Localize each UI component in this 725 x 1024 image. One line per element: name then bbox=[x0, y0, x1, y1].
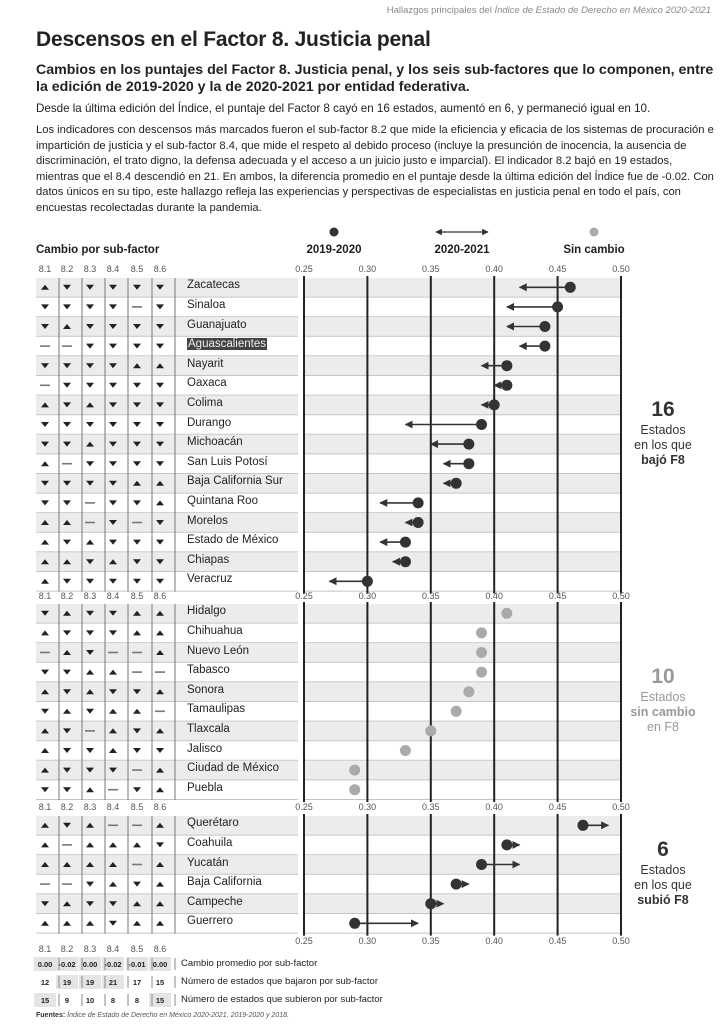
state-name: Yucatán bbox=[187, 856, 229, 869]
g1-col-header-8-6: 8.6 bbox=[153, 591, 167, 601]
state-name: Morelos bbox=[187, 514, 228, 527]
state-name: Hidalgo bbox=[187, 605, 226, 618]
stat-value: 0.00 bbox=[152, 960, 168, 969]
state-name: Aguascalientes bbox=[188, 338, 266, 351]
state-name: Baja California bbox=[187, 876, 262, 889]
g2-x-tick-0-45: 0.45 bbox=[548, 802, 567, 812]
stat-value: 10 bbox=[85, 996, 95, 1005]
down-triangle-icon bbox=[109, 921, 117, 926]
previous-score-dot bbox=[400, 556, 411, 567]
previous-score-dot bbox=[451, 879, 462, 890]
state-name: San Luis Potosí bbox=[187, 455, 268, 468]
body-text: Los indicadores con descensos más marcados fueron el sub-factor 8.2 que mide la eficiencia y eficacia de los sistemas de procuración e impartición de justicia y el sub-factor 8.4, que mide el respeto al debido proceso (incluye la presunción de inocencia, la ausencia de discriminación, el trato digno, la defensa adecuada y el acceso a un juicio justo e imparcial). El indicador 8.2 bajó en 19 estados, mientras que el 8.4 descendió en 21. En ambos, la diferencia promedio en el puntaje desde la última edición del Índice fue de -0.02. Con datos únicos en su tipo, este hallazgo refleja las experiencias y perspectivas de especialistas en justicia penal en todo el país, con encuestas recolectadas durante la pandemia. bbox=[36, 124, 714, 214]
down-triangle-icon bbox=[109, 422, 117, 427]
down-triangle-icon bbox=[86, 630, 94, 635]
g2-x-tick-0-40: 0.40 bbox=[485, 802, 503, 812]
state-name: Jalisco bbox=[187, 742, 223, 755]
state-name: Michoacán bbox=[187, 436, 243, 449]
up-triangle-icon bbox=[41, 579, 49, 584]
down-triangle-icon bbox=[86, 882, 94, 887]
previous-score-dot bbox=[552, 301, 563, 312]
down-triangle-icon bbox=[41, 500, 49, 505]
legend-grey-dot-icon bbox=[590, 228, 599, 237]
group-count: 16 bbox=[651, 397, 675, 421]
row-bg-plot bbox=[304, 474, 621, 493]
state-name: Ciudad de México bbox=[187, 762, 280, 775]
down-triangle-icon bbox=[133, 579, 141, 584]
row-bg-left bbox=[36, 356, 298, 375]
g1-x-tick-0-45: 0.45 bbox=[548, 591, 567, 601]
state-name: Sinaloa bbox=[187, 298, 226, 311]
previous-score-dot bbox=[501, 839, 512, 850]
down-triangle-icon bbox=[133, 461, 141, 466]
up-triangle-icon bbox=[41, 630, 49, 635]
previous-score-dot bbox=[501, 360, 512, 371]
down-triangle-icon bbox=[86, 383, 94, 388]
stat-value: 19 bbox=[62, 978, 72, 987]
stat-value: 8 bbox=[134, 996, 140, 1005]
group-label-up bbox=[618, 837, 708, 908]
bottom-x-tick-0-30: 0.30 bbox=[358, 936, 377, 946]
previous-score-dot bbox=[489, 399, 500, 410]
previous-score-dot bbox=[425, 898, 436, 909]
row-bg-plot bbox=[304, 894, 621, 913]
g1-x-tick-0-35: 0.35 bbox=[422, 591, 440, 601]
row-bg-plot bbox=[304, 816, 621, 835]
up-triangle-icon bbox=[41, 748, 49, 753]
down-triangle-icon bbox=[63, 304, 71, 309]
legend-to-label: 2020-2021 bbox=[434, 244, 490, 256]
state-name: Querétaro bbox=[187, 817, 239, 830]
state-name: Estado de México bbox=[187, 534, 279, 547]
row-bg-left bbox=[36, 816, 298, 835]
g2-col-header-8-6: 8.6 bbox=[153, 802, 167, 812]
g2-col-header-8-5: 8.5 bbox=[130, 802, 144, 812]
up-triangle-icon bbox=[86, 921, 94, 926]
no-change-dot bbox=[476, 647, 487, 658]
g1-col-header-8-1: 8.1 bbox=[38, 591, 52, 601]
group-label-bold: subió bbox=[637, 892, 671, 907]
g0-col-header-8-3: 8.3 bbox=[83, 264, 97, 274]
state-name: Sonora bbox=[187, 683, 225, 696]
down-triangle-icon bbox=[156, 304, 164, 309]
g0-x-tick-0-30: 0.30 bbox=[358, 264, 377, 274]
g0-x-tick-0-25: 0.25 bbox=[295, 264, 313, 274]
g0-col-header-8-4: 8.4 bbox=[106, 264, 120, 274]
down-triangle-icon bbox=[63, 787, 71, 792]
footer bbox=[36, 1012, 289, 1019]
g2-col-header-8-4: 8.4 bbox=[106, 802, 120, 812]
stats-col-header-8-1: 8.1 bbox=[38, 944, 52, 954]
stat-value: -0.02 bbox=[58, 960, 76, 969]
previous-score-dot bbox=[577, 820, 588, 831]
down-triangle-icon bbox=[86, 709, 94, 714]
g0-x-tick-0-40: 0.40 bbox=[485, 264, 503, 274]
state-name: Chihuahua bbox=[187, 624, 243, 637]
row-bg-left bbox=[36, 396, 298, 415]
footer-text: Índice de Estado de Derecho en México 2020-2021, 2019-2020 y 2018. bbox=[67, 1012, 289, 1019]
previous-score-dot bbox=[463, 458, 474, 469]
row-bg-plot bbox=[304, 396, 621, 415]
previous-score-dot bbox=[400, 537, 411, 548]
stat-row-label: Cambio promedio por sub-factor bbox=[181, 958, 318, 969]
row-bg-left bbox=[36, 643, 298, 662]
up-triangle-icon bbox=[156, 500, 164, 505]
bottom-x-tick-0-40: 0.40 bbox=[485, 936, 503, 946]
row-bg-plot bbox=[304, 682, 621, 701]
group-label-down bbox=[618, 397, 708, 468]
down-triangle-icon bbox=[63, 422, 71, 427]
subtitle: Cambios en los puntajes del Factor 8. Justicia penal, y los seis sub-factores que lo componen, entre la edición de 2019-2020 y la de 2020-2021 por entidad federativa. bbox=[36, 62, 714, 95]
g2-x-tick-0-25: 0.25 bbox=[295, 802, 313, 812]
down-triangle-icon bbox=[109, 500, 117, 505]
stat-value: 0.00 bbox=[82, 960, 98, 969]
down-triangle-icon bbox=[109, 383, 117, 388]
g2-col-header-8-2: 8.2 bbox=[60, 802, 74, 812]
no-change-dot bbox=[451, 706, 462, 717]
row-bg-left bbox=[36, 894, 298, 913]
down-triangle-icon bbox=[41, 670, 49, 675]
row-bg-plot bbox=[304, 604, 621, 623]
legend-dark-dot-icon bbox=[330, 228, 339, 237]
g2-col-header-8-1: 8.1 bbox=[38, 802, 52, 812]
g0-col-header-8-1: 8.1 bbox=[38, 264, 52, 274]
down-triangle-icon bbox=[86, 461, 94, 466]
down-triangle-icon bbox=[86, 748, 94, 753]
bottom-x-tick-0-45: 0.45 bbox=[548, 936, 567, 946]
previous-score-dot bbox=[539, 321, 550, 332]
legend-from-label: 2019-2020 bbox=[306, 244, 362, 256]
running-head-italic: Índice de Estado de Derecho en México 2020-2021 bbox=[494, 5, 711, 16]
up-triangle-icon bbox=[133, 842, 141, 847]
row-bg-plot bbox=[304, 317, 621, 336]
g2-col-header-8-3: 8.3 bbox=[83, 802, 97, 812]
group-label-line: Estados bbox=[640, 690, 686, 704]
down-triangle-icon bbox=[63, 748, 71, 753]
row-bg-left bbox=[36, 682, 298, 701]
down-triangle-icon bbox=[156, 344, 164, 349]
up-triangle-icon bbox=[156, 882, 164, 887]
down-triangle-icon bbox=[41, 709, 49, 714]
previous-score-dot bbox=[362, 576, 373, 587]
row-bg-left bbox=[36, 513, 298, 532]
up-triangle-icon bbox=[109, 670, 117, 675]
stat-value: 15 bbox=[155, 996, 165, 1005]
down-triangle-icon bbox=[109, 461, 117, 466]
down-triangle-icon bbox=[41, 787, 49, 792]
up-triangle-icon bbox=[109, 882, 117, 887]
down-triangle-icon bbox=[156, 579, 164, 584]
stat-value: 0.00 bbox=[37, 960, 53, 969]
state-name: Guanajuato bbox=[187, 318, 247, 331]
group-label-after: en F8 bbox=[647, 720, 679, 734]
row-bg-plot bbox=[304, 552, 621, 571]
row-bg-plot bbox=[304, 356, 621, 375]
stat-value: 21 bbox=[108, 978, 118, 987]
group-label-bold: bajó F8 bbox=[641, 452, 685, 467]
no-change-dot bbox=[476, 667, 487, 678]
no-change-dot bbox=[400, 745, 411, 756]
down-triangle-icon bbox=[86, 579, 94, 584]
state-name: Tamaulipas bbox=[187, 703, 246, 716]
previous-score-dot bbox=[349, 918, 360, 929]
group-label-bold-line bbox=[618, 453, 708, 468]
row-bg-left bbox=[36, 435, 298, 454]
stat-value: -0.01 bbox=[128, 960, 146, 969]
stat-value: 8 bbox=[110, 996, 116, 1005]
up-triangle-icon bbox=[86, 842, 94, 847]
up-triangle-icon bbox=[41, 540, 49, 545]
up-triangle-icon bbox=[109, 842, 117, 847]
stat-value: 9 bbox=[64, 996, 70, 1005]
stat-row-label: Número de estados que subieron por sub-factor bbox=[181, 994, 383, 1005]
up-triangle-icon bbox=[156, 787, 164, 792]
up-triangle-icon bbox=[156, 630, 164, 635]
group-label-bold-suffix: F8 bbox=[670, 892, 689, 907]
down-triangle-icon bbox=[63, 579, 71, 584]
g1-x-tick-0-50: 0.50 bbox=[612, 591, 630, 601]
down-triangle-icon bbox=[86, 422, 94, 427]
state-name: Quintana Roo bbox=[187, 494, 258, 507]
up-triangle-icon bbox=[109, 748, 117, 753]
down-triangle-icon bbox=[109, 304, 117, 309]
down-triangle-icon bbox=[109, 630, 117, 635]
previous-score-dot bbox=[476, 419, 487, 430]
previous-score-dot bbox=[539, 341, 550, 352]
down-triangle-icon bbox=[133, 540, 141, 545]
footer-label: Fuentes: bbox=[36, 1012, 66, 1019]
stat-value: 15 bbox=[40, 996, 50, 1005]
stats-col-header-8-6: 8.6 bbox=[153, 944, 167, 954]
state-name: Colima bbox=[187, 396, 223, 409]
previous-score-dot bbox=[565, 282, 576, 293]
group-label-line: en los que bbox=[634, 877, 692, 892]
g0-col-header-8-6: 8.6 bbox=[153, 264, 167, 274]
bottom-x-tick-0-35: 0.35 bbox=[422, 936, 440, 946]
g0-col-header-8-5: 8.5 bbox=[130, 264, 144, 274]
g0-x-tick-0-45: 0.45 bbox=[548, 264, 567, 274]
no-change-dot bbox=[463, 686, 474, 697]
page-title: Descensos en el Factor 8. Justicia penal bbox=[36, 28, 431, 51]
stat-row-label: Número de estados que bajaron por sub-factor bbox=[181, 976, 378, 987]
down-triangle-icon bbox=[156, 540, 164, 545]
bottom-x-tick-0-50: 0.50 bbox=[612, 936, 630, 946]
g1-col-header-8-3: 8.3 bbox=[83, 591, 97, 601]
state-name: Chiapas bbox=[187, 553, 230, 566]
no-change-dot bbox=[501, 608, 512, 619]
state-name: Oaxaca bbox=[187, 377, 227, 390]
g1-x-tick-0-40: 0.40 bbox=[485, 591, 503, 601]
group-label-bold: sin cambio bbox=[630, 705, 696, 719]
group-label-bold-line bbox=[618, 705, 708, 720]
running-head-prefix: Hallazgos principales del bbox=[386, 5, 495, 16]
state-name: Nayarit bbox=[187, 357, 224, 370]
down-triangle-icon bbox=[133, 500, 141, 505]
state-name: Durango bbox=[187, 416, 232, 429]
down-triangle-icon bbox=[63, 630, 71, 635]
legend-same-label: Sin cambio bbox=[563, 244, 625, 256]
stat-value: -0.02 bbox=[104, 960, 122, 969]
down-triangle-icon bbox=[133, 344, 141, 349]
row-bg-left bbox=[36, 855, 298, 874]
up-triangle-icon bbox=[133, 709, 141, 714]
down-triangle-icon bbox=[133, 422, 141, 427]
g1-col-header-8-5: 8.5 bbox=[130, 591, 144, 601]
down-triangle-icon bbox=[41, 422, 49, 427]
row-bg-left bbox=[36, 722, 298, 741]
up-triangle-icon bbox=[156, 921, 164, 926]
up-triangle-icon bbox=[63, 709, 71, 714]
down-triangle-icon bbox=[133, 787, 141, 792]
g1-col-header-8-2: 8.2 bbox=[60, 591, 74, 601]
row-bg-plot bbox=[304, 722, 621, 741]
g0-col-header-8-2: 8.2 bbox=[60, 264, 74, 274]
g1-col-header-8-4: 8.4 bbox=[106, 591, 120, 601]
up-triangle-icon bbox=[86, 670, 94, 675]
row-bg-plot bbox=[304, 643, 621, 662]
no-change-dot bbox=[349, 784, 360, 795]
state-name: Tlaxcala bbox=[187, 722, 230, 735]
row-bg-plot bbox=[304, 855, 621, 874]
state-name: Baja California Sur bbox=[187, 475, 283, 488]
no-change-dot bbox=[425, 725, 436, 736]
down-triangle-icon bbox=[156, 748, 164, 753]
stat-value: 17 bbox=[132, 978, 142, 987]
row-bg-left bbox=[36, 278, 298, 297]
bottom-x-tick-0-25: 0.25 bbox=[295, 936, 313, 946]
down-triangle-icon bbox=[133, 383, 141, 388]
down-triangle-icon bbox=[156, 461, 164, 466]
up-triangle-icon bbox=[86, 540, 94, 545]
g2-x-tick-0-50: 0.50 bbox=[612, 802, 630, 812]
down-triangle-icon bbox=[109, 579, 117, 584]
group-label-same bbox=[618, 664, 708, 735]
state-name: Zacatecas bbox=[187, 279, 241, 292]
down-triangle-icon bbox=[109, 540, 117, 545]
down-triangle-icon bbox=[63, 540, 71, 545]
up-triangle-icon bbox=[133, 630, 141, 635]
summary: Desde la última edición del Índice, el puntaje del Factor 8 cayó en 16 estados, aumentó en 6, y permaneció igual en 10. bbox=[36, 102, 651, 115]
stats-col-header-8-5: 8.5 bbox=[130, 944, 144, 954]
down-triangle-icon bbox=[156, 842, 164, 847]
state-name: Guerrero bbox=[187, 915, 234, 928]
group-count: 6 bbox=[657, 837, 669, 861]
down-triangle-icon bbox=[133, 748, 141, 753]
stats-col-header-8-3: 8.3 bbox=[83, 944, 97, 954]
state-name: Puebla bbox=[187, 781, 223, 794]
previous-score-dot bbox=[413, 497, 424, 508]
row-bg-left bbox=[36, 604, 298, 623]
g2-x-tick-0-35: 0.35 bbox=[422, 802, 440, 812]
stat-value: 12 bbox=[40, 978, 50, 987]
down-triangle-icon bbox=[41, 304, 49, 309]
up-triangle-icon bbox=[133, 921, 141, 926]
g1-x-tick-0-30: 0.30 bbox=[358, 591, 377, 601]
up-triangle-icon bbox=[41, 921, 49, 926]
previous-score-dot bbox=[476, 859, 487, 870]
row-bg-left bbox=[36, 317, 298, 336]
down-triangle-icon bbox=[109, 344, 117, 349]
down-triangle-icon bbox=[63, 500, 71, 505]
up-triangle-icon bbox=[41, 461, 49, 466]
g2-x-tick-0-30: 0.30 bbox=[358, 802, 377, 812]
up-triangle-icon bbox=[109, 709, 117, 714]
down-triangle-icon bbox=[63, 670, 71, 675]
row-bg-plot bbox=[304, 513, 621, 532]
previous-score-dot bbox=[451, 478, 462, 489]
up-triangle-icon bbox=[41, 842, 49, 847]
down-triangle-icon bbox=[156, 383, 164, 388]
state-name: Coahuila bbox=[187, 836, 233, 849]
g0-x-tick-0-50: 0.50 bbox=[612, 264, 630, 274]
g1-x-tick-0-25: 0.25 bbox=[295, 591, 313, 601]
state-name: Tabasco bbox=[187, 664, 230, 677]
state-name: Campeche bbox=[187, 895, 243, 908]
down-triangle-icon bbox=[133, 882, 141, 887]
up-triangle-icon bbox=[86, 787, 94, 792]
previous-score-dot bbox=[501, 380, 512, 391]
state-name: Veracruz bbox=[187, 573, 233, 586]
no-change-dot bbox=[349, 765, 360, 776]
stat-value: 15 bbox=[155, 978, 165, 987]
sub-factor-header: Cambio por sub-factor bbox=[36, 244, 160, 256]
down-triangle-icon bbox=[63, 383, 71, 388]
stat-value: 19 bbox=[85, 978, 95, 987]
group-label-line: Estados bbox=[640, 862, 686, 877]
down-triangle-icon bbox=[156, 422, 164, 427]
state-name: Nuevo León bbox=[187, 644, 250, 657]
group-label-line: en los que bbox=[634, 437, 692, 452]
stats-col-header-8-4: 8.4 bbox=[106, 944, 120, 954]
up-triangle-icon bbox=[63, 921, 71, 926]
stats-col-header-8-2: 8.2 bbox=[60, 944, 74, 954]
down-triangle-icon bbox=[86, 304, 94, 309]
down-triangle-icon bbox=[86, 344, 94, 349]
row-bg-left bbox=[36, 552, 298, 571]
group-label-line: Estados bbox=[640, 422, 686, 437]
previous-score-dot bbox=[463, 439, 474, 450]
no-change-dot bbox=[476, 627, 487, 638]
group-count: 10 bbox=[651, 665, 675, 688]
previous-score-dot bbox=[413, 517, 424, 528]
g0-x-tick-0-35: 0.35 bbox=[422, 264, 440, 274]
group-label-bold-line bbox=[618, 893, 708, 908]
